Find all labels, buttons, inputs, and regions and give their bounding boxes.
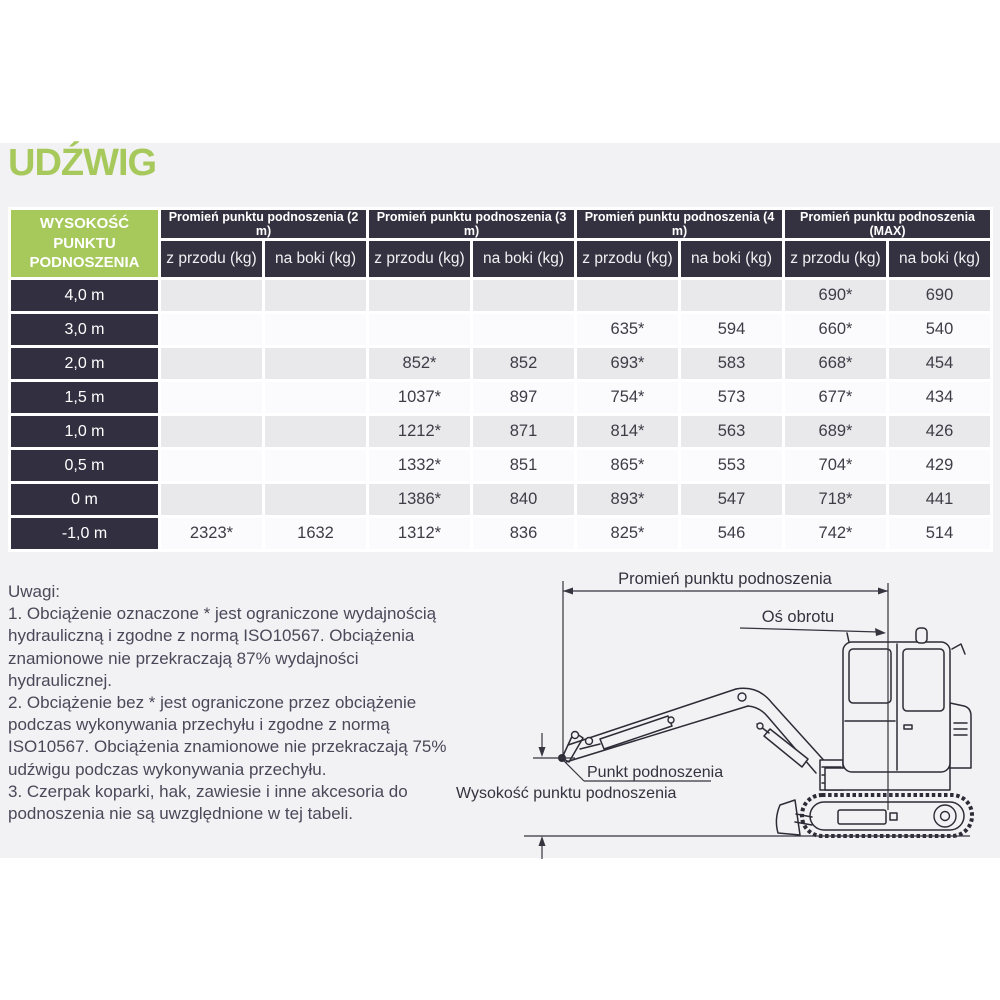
row-height-label: 2,0 m xyxy=(11,348,158,379)
dozer-blade xyxy=(776,800,800,835)
note-item-1: 1. Obciążenie oznaczone * jest ograniczone wydajnością hydrauliczną i zgodne z normą ISO10567. Obciążenia znamionowe nie przekraczają 87% wydajności hydraulicznej. xyxy=(8,604,437,690)
sub-header: z przodu (kg) xyxy=(577,241,678,277)
note-item-3: 3. Czerpak koparki, hak, zawiesie i inne akcesoria do podnoszenia nie są uwzględnione w tej tabeli. xyxy=(8,781,408,824)
capacity-cell: 563 xyxy=(681,416,782,447)
capacity-cell: 825* xyxy=(577,518,678,549)
capacity-cell xyxy=(161,280,262,311)
capacity-cell xyxy=(161,314,262,345)
row-height-label: 0,5 m xyxy=(11,450,158,481)
row-height-label: 1,5 m xyxy=(11,382,158,413)
capacity-cell: 1037* xyxy=(369,382,470,413)
table-row xyxy=(11,280,990,311)
capacity-cell: 704* xyxy=(785,450,886,481)
point-leader-line xyxy=(564,761,584,781)
table-row xyxy=(11,484,990,515)
capacity-cell xyxy=(473,280,574,311)
capacity-cell xyxy=(681,280,782,311)
axis-leader-line xyxy=(740,628,879,632)
capacity-cell: 689* xyxy=(785,416,886,447)
capacity-cell xyxy=(161,450,262,481)
table-row xyxy=(11,314,990,345)
capacity-cell: 546 xyxy=(681,518,782,549)
capacity-cell xyxy=(265,416,366,447)
capacity-cell: 693* xyxy=(577,348,678,379)
capacity-cell: 426 xyxy=(889,416,990,447)
capacity-cell: 851 xyxy=(473,450,574,481)
table-row xyxy=(11,450,990,481)
capacity-cell: 1632 xyxy=(265,518,366,549)
sub-header: z przodu (kg) xyxy=(161,241,262,277)
capacity-cell: 690* xyxy=(785,280,886,311)
capacity-cell: 814* xyxy=(577,416,678,447)
arrow-right-icon xyxy=(878,588,888,595)
capacity-cell: 2323* xyxy=(161,518,262,549)
corner-header: WYSOKOŚĆ PUNKTU PODNOSZENIA xyxy=(11,210,158,277)
capacity-cell: 1312* xyxy=(369,518,470,549)
capacity-cell: 454 xyxy=(889,348,990,379)
capacity-cell: 1212* xyxy=(369,416,470,447)
capacity-cell xyxy=(265,450,366,481)
table-row xyxy=(11,348,990,379)
capacity-cell: 836 xyxy=(473,518,574,549)
arrow-left-icon xyxy=(563,588,573,595)
capacity-cell xyxy=(577,280,678,311)
capacity-cell: 840 xyxy=(473,484,574,515)
capacity-cell xyxy=(161,382,262,413)
point-label: Punkt podnoszenia xyxy=(587,764,724,781)
group-header-4m: Promień punktu podnoszenia (4 m) xyxy=(577,210,782,238)
capacity-cell: 893* xyxy=(577,484,678,515)
capacity-cell xyxy=(265,280,366,311)
capacity-cell: 865* xyxy=(577,450,678,481)
capacity-cell: 660* xyxy=(785,314,886,345)
sub-header: na boki (kg) xyxy=(681,241,782,277)
table-row xyxy=(11,416,990,447)
radius-label: Promień punktu podnoszenia xyxy=(618,570,832,588)
group-header-3m: Promień punktu podnoszenia (3 m) xyxy=(369,210,574,238)
capacity-cell: 871 xyxy=(473,416,574,447)
capacity-cell: 547 xyxy=(681,484,782,515)
capacity-cell: 553 xyxy=(681,450,782,481)
row-height-label: 0 m xyxy=(11,484,158,515)
group-header-row xyxy=(11,210,990,238)
capacity-cell: 429 xyxy=(889,450,990,481)
capacity-cell: 540 xyxy=(889,314,990,345)
capacity-cell xyxy=(265,314,366,345)
capacity-cell xyxy=(369,314,470,345)
height-label: Wysokość punktu podnoszenia xyxy=(456,785,677,802)
group-header-max: Promień punktu podnoszenia (MAX) xyxy=(785,210,990,238)
arrow-down-icon xyxy=(539,747,546,757)
capacity-cell xyxy=(265,484,366,515)
capacity-cell: 668* xyxy=(785,348,886,379)
capacity-cell: 635* xyxy=(577,314,678,345)
note-item-2: 2. Obciążenie bez * jest ograniczone przez obciążenie podczas wykonywania przechyłu i zgodne z normą ISO10567. Obciążenia znamionowe nie przekraczają 75% udźwigu podczas wykonywania przechyłu. xyxy=(8,693,447,779)
capacity-cell xyxy=(265,348,366,379)
beacon xyxy=(916,628,927,643)
capacity-cell: 594 xyxy=(681,314,782,345)
sub-header: na boki (kg) xyxy=(265,241,366,277)
capacity-cell xyxy=(161,348,262,379)
row-height-label: 3,0 m xyxy=(11,314,158,345)
capacity-cell: 514 xyxy=(889,518,990,549)
capacity-cell: 690 xyxy=(889,280,990,311)
notes-title: Uwagi: xyxy=(8,582,60,601)
capacity-cell: 1332* xyxy=(369,450,470,481)
sub-header: na boki (kg) xyxy=(889,241,990,277)
excavator-diagram xyxy=(448,563,1000,860)
row-height-label: -1,0 m xyxy=(11,518,158,549)
capacity-cell: 441 xyxy=(889,484,990,515)
capacity-cell: 852* xyxy=(369,348,470,379)
capacity-cell: 754* xyxy=(577,382,678,413)
capacity-cell xyxy=(369,280,470,311)
capacity-cell: 897 xyxy=(473,382,574,413)
capacity-cell xyxy=(161,484,262,515)
arrow-up-icon xyxy=(539,836,546,846)
notes-section xyxy=(8,581,460,825)
lifting-capacity-table xyxy=(8,207,993,552)
capacity-cell xyxy=(161,416,262,447)
sub-header: z przodu (kg) xyxy=(785,241,886,277)
table-row xyxy=(11,518,990,549)
table-row xyxy=(11,382,990,413)
axis-label: Oś obrotu xyxy=(761,608,835,626)
row-height-label: 1,0 m xyxy=(11,416,158,447)
capacity-cell: 742* xyxy=(785,518,886,549)
capacity-cell: 718* xyxy=(785,484,886,515)
capacity-cell: 434 xyxy=(889,382,990,413)
row-height-label: 4,0 m xyxy=(11,280,158,311)
sub-header: na boki (kg) xyxy=(473,241,574,277)
capacity-cell: 1386* xyxy=(369,484,470,515)
capacity-cell: 852 xyxy=(473,348,574,379)
arrow-axis-icon xyxy=(875,628,886,636)
capacity-cell: 677* xyxy=(785,382,886,413)
capacity-cell xyxy=(473,314,574,345)
capacity-cell xyxy=(265,382,366,413)
group-header-2m: Promień punktu podnoszenia (2 m) xyxy=(161,210,366,238)
sub-header: z przodu (kg) xyxy=(369,241,470,277)
capacity-cell: 583 xyxy=(681,348,782,379)
capacity-cell: 573 xyxy=(681,382,782,413)
page-title: UDŹWIG xyxy=(8,142,157,184)
